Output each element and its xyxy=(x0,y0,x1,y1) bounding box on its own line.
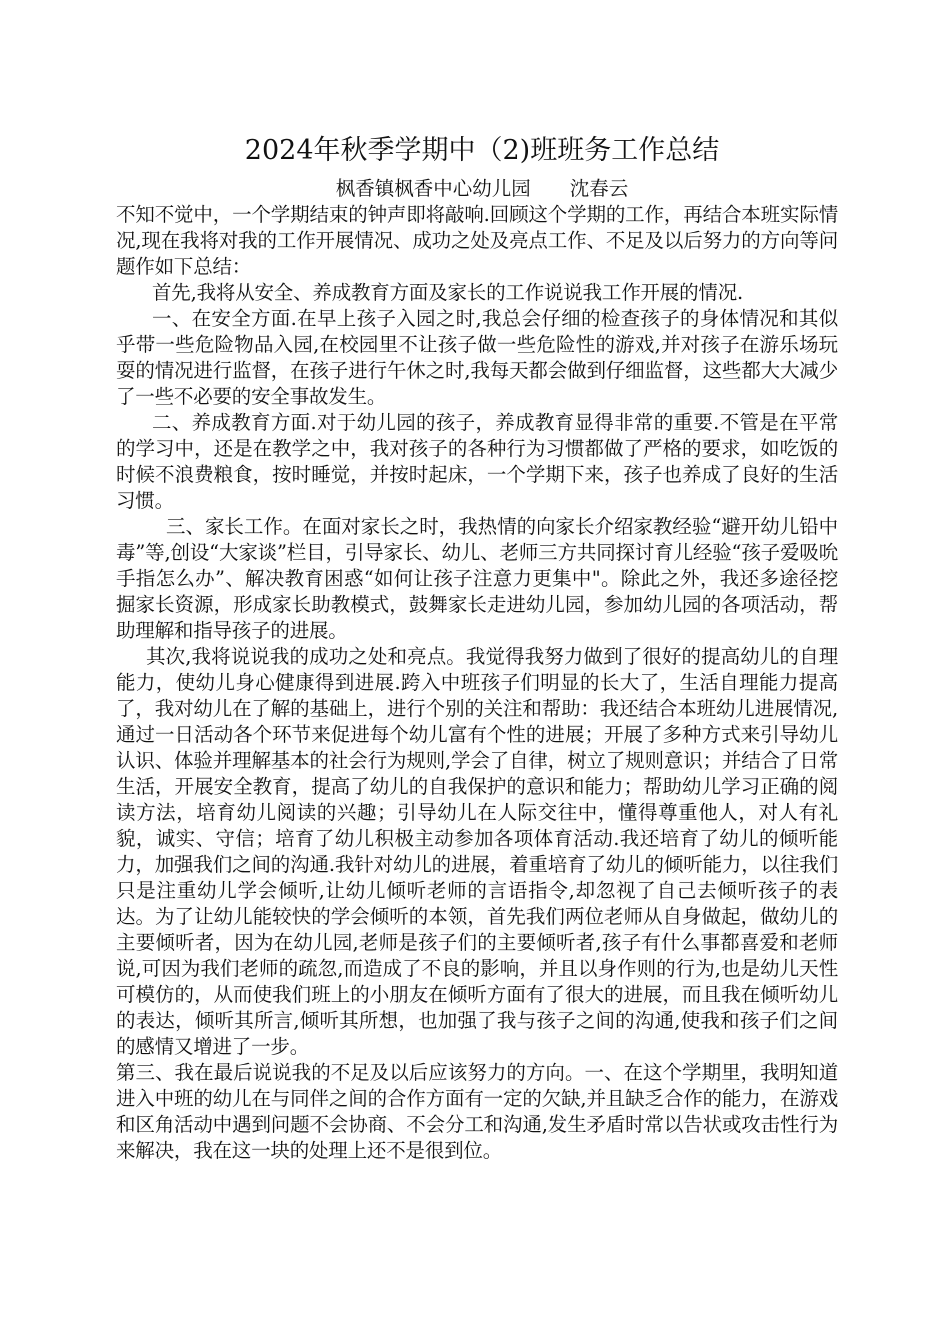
safety-paragraph: 一、在安全方面.在早上孩子入园之时,我总会仔细的检查孩子的身体情况和其似乎带一些危险物品入园,在校园里不让孩子做一些危险性的游戏,并对孩子在游乐场玩耍的情况进行监督，在孩子进行午休之时,我每天都会做到仔细监督，这些都大大减少了一些不必要的安全事故发生。 xyxy=(116,307,838,408)
achievements-paragraph: 其次,我将说说我的成功之处和亮点。我觉得我努力做到了很好的提高幼儿的自理能力，使幼儿身心健康得到进展.跨入中班孩子们明显的长大了，生活自理能力提高了，我对幼儿在了解的基础上，进行个别的关注和帮助：我还结合本班幼儿进展情况,通过一日活动各个环节来促进每个幼儿富有个性的进展；开展了多种方式来引导幼儿认识、体验并理解基本的社会行为规则,学会了自律，树立了规则意识；并结合了日常生活，开展安全教育，提高了幼儿的自我保护的意识和能力；帮助幼儿学习正确的阅读方法，培育幼儿阅读的兴趣；引导幼儿在人际交往中，懂得尊重他人，对人有礼貌，诚实、守信；培育了幼儿积极主动参加各项体育活动.我还培育了幼儿的倾听能力，加强我们之间的沟通.我针对幼儿的进展，着重培育了幼儿的倾听能力，以往我们只是注重幼儿学会倾听,让幼儿倾听老师的言语指令,却忽视了自己去倾听孩子的表达。为了让幼儿能较快的学会倾听的本领，首先我们两位老师从自身做起，做幼儿的主要倾听者，因为在幼儿园,老师是孩子们的主要倾听者,孩子有什么事都喜爱和老师说,可因为我们老师的疏忽,而造成了不良的影响，并且以身作则的行为,也是幼儿天性可模仿的，从而使我们班上的小朋友在倾听方面有了很大的进展，而且我在倾听幼儿的表达，倾听其所言,倾听其所想，也加强了我与孩子之间的沟通,使我和孩子们之间的感情又增进了一步。 xyxy=(116,645,838,1058)
author-byline: 枫香镇枫香中心幼儿园 沈春云 xyxy=(335,177,629,200)
section-overview-paragraph: 首先,我将从安全、养成教育方面及家长的工作说说我工作开展的情况. xyxy=(152,281,743,304)
page-title: 2024年秋季学期中（2)班班务工作总结 xyxy=(244,135,720,166)
shortcomings-paragraph: 第三、我在最后说说我的不足及以后应该努力的方向。一、在这个学期里，我明知道进入中班的幼儿在与同伴之间的合作方面有一定的欠缺,并且缺乏合作的能力，在游戏和区角活动中遇到问题不会协商、不会分工和沟通,发生矛盾时常以告状或攻击性行为来解决，我在这一块的处理上还不是很到位。 xyxy=(116,1061,838,1162)
habit-education-paragraph: 二、养成教育方面.对于幼儿园的孩子，养成教育显得非常的重要.不管是在平常的学习中，还是在教学之中，我对孩子的各种行为习惯都做了严格的要求，如吃饭的时候不浪费粮食，按时睡觉，并按时起床，一个学期下来，孩子也养成了良好的生活习惯。 xyxy=(116,411,838,512)
parent-work-paragraph: 三、家长工作。在面对家长之时，我热情的向家长介绍家教经验“避开幼儿铅中毒”等,创设“大家谈”栏目，引导家长、幼儿、老师三方共同探讨育儿经验“孩子爱吸吮手指怎么办”、解决教育困惑“如何让孩子注意力更集中"。除此之外，我还多途径挖掘家长资源，形成家长助教模式，鼓舞家长走进幼儿园，参加幼儿园的各项活动，帮助理解和指导孩子的进展。 xyxy=(116,515,838,642)
document-page xyxy=(116,132,838,1164)
intro-paragraph: 不知不觉中，一个学期结束的钟声即将敲响.回顾这个学期的工作，再结合本班实际情况,现在我将对我的工作开展情况、成功之处及亮点工作、不足及以后努力的方向等问题作如下总结： xyxy=(116,203,838,278)
